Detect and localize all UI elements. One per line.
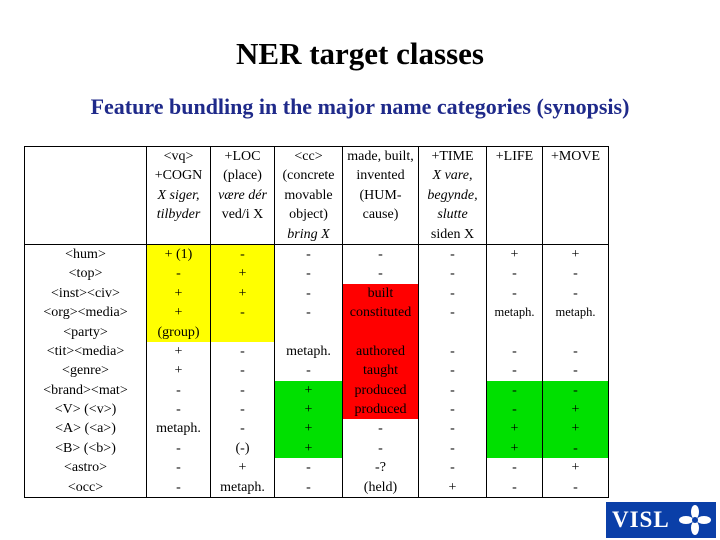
- column-cc: [275, 244, 343, 497]
- table-cell: [343, 323, 418, 342]
- table-cell: -: [450, 266, 455, 282]
- row-head-hum: <hum>: [65, 246, 106, 262]
- table-cell: -: [378, 266, 383, 282]
- row-head-org-media: <org><media>: [43, 305, 128, 321]
- table-cell: + (1): [147, 245, 210, 264]
- table-cell: -: [573, 363, 578, 379]
- table-cell: [543, 323, 608, 342]
- table-cell: -: [450, 402, 455, 418]
- table-cell: produced: [343, 400, 418, 419]
- table-cell: metaph.: [555, 305, 596, 320]
- table-cell: -: [176, 440, 181, 456]
- header-cell-cc: <cc> (concrete movable object) bring X: [275, 147, 343, 245]
- table-cell: +: [147, 284, 210, 303]
- row-head-b: <B> (<b>): [55, 440, 116, 456]
- table-cell: [419, 323, 486, 342]
- row-head-party: <party>: [63, 324, 108, 340]
- flower-icon: [678, 504, 712, 536]
- table-cell: [275, 323, 342, 342]
- table-cell: -: [487, 381, 542, 400]
- table-cell: built: [343, 284, 418, 303]
- column-life: [487, 244, 543, 497]
- header-cell-loc: +LOC (place) være dér ved/i X: [211, 147, 275, 245]
- table-cell: -: [543, 381, 608, 400]
- visl-logo: [606, 502, 716, 538]
- table-cell: metaph.: [286, 343, 331, 359]
- table-cell: -?: [375, 460, 386, 476]
- table-cell: constituted: [343, 303, 418, 322]
- table-cell: -: [512, 460, 517, 476]
- table-cell: -: [512, 285, 517, 301]
- table-cell: -: [306, 266, 311, 282]
- row-head-tit-media: <tit><media>: [46, 343, 125, 359]
- table-cell: -: [450, 246, 455, 262]
- table-cell: produced: [343, 381, 418, 400]
- table-cell: (-): [235, 440, 250, 456]
- table-cell: +: [174, 343, 183, 359]
- table-cell: -: [512, 363, 517, 379]
- table-cell: -: [240, 343, 245, 359]
- table-cell: -: [240, 402, 245, 418]
- column-loc: [211, 244, 275, 497]
- table-cell: -: [450, 440, 455, 456]
- table-cell: +: [238, 460, 247, 476]
- row-head-genre: <genre>: [62, 363, 109, 379]
- table-cell: +: [275, 419, 342, 438]
- table-cell: +: [211, 264, 274, 283]
- column-time: [419, 244, 487, 497]
- table-cell: +: [543, 400, 608, 419]
- row-head-top: <top>: [68, 266, 103, 282]
- table-cell: +: [571, 460, 580, 476]
- header-cell-cogn: <vq> +COGN X siger, tilbyder: [147, 147, 211, 245]
- table-cell: -: [543, 439, 608, 458]
- table-cell: -: [378, 246, 383, 262]
- table-cell: -: [176, 382, 181, 398]
- table-cell: +: [211, 284, 274, 303]
- table-cell: -: [147, 264, 210, 283]
- logo-text: VISL: [612, 507, 670, 532]
- table-cell: -: [240, 382, 245, 398]
- table-cell: -: [240, 363, 245, 379]
- table-cell: metaph.: [220, 479, 265, 495]
- table-cell: -: [306, 285, 311, 301]
- page-subtitle: Feature bundling in the major name categories (synopsis): [90, 94, 630, 119]
- table-cell: +: [275, 400, 342, 419]
- row-head-astro: <astro>: [63, 460, 107, 476]
- table-cell: -: [450, 285, 455, 301]
- table-cell: [211, 323, 274, 342]
- table-cell: -: [512, 266, 517, 282]
- table-cell: -: [450, 421, 455, 437]
- row-head-a: <A> (<a>): [55, 421, 116, 437]
- table-cell: -: [450, 382, 455, 398]
- header-cell-move: +MOVE: [543, 147, 609, 245]
- table-cell: -: [306, 246, 311, 262]
- table-cell: -: [573, 285, 578, 301]
- table-cell: -: [176, 402, 181, 418]
- row-head-inst-civ: <inst><civ>: [51, 285, 120, 301]
- table-cell: -: [450, 343, 455, 359]
- table-cell: +: [543, 419, 608, 438]
- table-cell: (held): [363, 479, 398, 495]
- table-cell: -: [378, 440, 383, 456]
- table-cell: -: [306, 460, 311, 476]
- table-cell: +: [487, 439, 542, 458]
- table-cell: -: [450, 460, 455, 476]
- table-cell: +: [147, 303, 210, 322]
- table-cell: -: [573, 266, 578, 282]
- table-cell: (group): [147, 323, 210, 342]
- table-cell: -: [176, 460, 181, 476]
- header-cell-corner: [25, 147, 147, 245]
- table-cell: metaph.: [494, 305, 535, 320]
- table-cell: -: [512, 343, 517, 359]
- table-cell: -: [512, 479, 517, 495]
- column-move: [543, 244, 609, 497]
- column-made: [343, 244, 419, 497]
- row-head-occ: <occ>: [67, 479, 104, 495]
- table-cell: -: [211, 303, 274, 322]
- table-cell: -: [573, 343, 578, 359]
- feature-table: [24, 146, 609, 498]
- table-cell: -: [176, 479, 181, 495]
- page-title: NER target classes: [236, 36, 484, 71]
- table-cell: -: [450, 363, 455, 379]
- table-cell: +: [487, 419, 542, 438]
- table-cell: +: [448, 479, 457, 495]
- table-cell: +: [275, 439, 342, 458]
- table-cell: -: [211, 245, 274, 264]
- row-head-column: [25, 244, 147, 497]
- table-cell: +: [571, 246, 580, 262]
- table-cell: -: [306, 363, 311, 379]
- table-cell: -: [378, 421, 383, 437]
- column-cogn: [147, 244, 211, 497]
- table-cell: -: [306, 479, 311, 495]
- table-cell: metaph.: [156, 421, 201, 437]
- table-cell: -: [573, 479, 578, 495]
- table-cell: -: [450, 305, 455, 321]
- header-cell-life: +LIFE: [487, 147, 543, 245]
- table-cell: +: [510, 246, 519, 262]
- body-row: [25, 244, 609, 497]
- table-cell: authored: [343, 342, 418, 361]
- header-row: [25, 147, 609, 245]
- table-cell: +: [275, 381, 342, 400]
- row-head-v: <V> (<v>): [54, 402, 117, 418]
- table-cell: -: [487, 400, 542, 419]
- table-cell: +: [174, 363, 183, 379]
- table-cell: [487, 323, 542, 342]
- table-cell: taught: [343, 361, 418, 380]
- header-cell-made: made, built, invented (HUM- cause): [343, 147, 419, 245]
- table-cell: -: [240, 421, 245, 437]
- row-head-brand-mat: <brand><mat>: [43, 382, 128, 398]
- table-cell: -: [306, 305, 311, 321]
- header-cell-time: +TIME X vare, begynde, slutte siden X: [419, 147, 487, 245]
